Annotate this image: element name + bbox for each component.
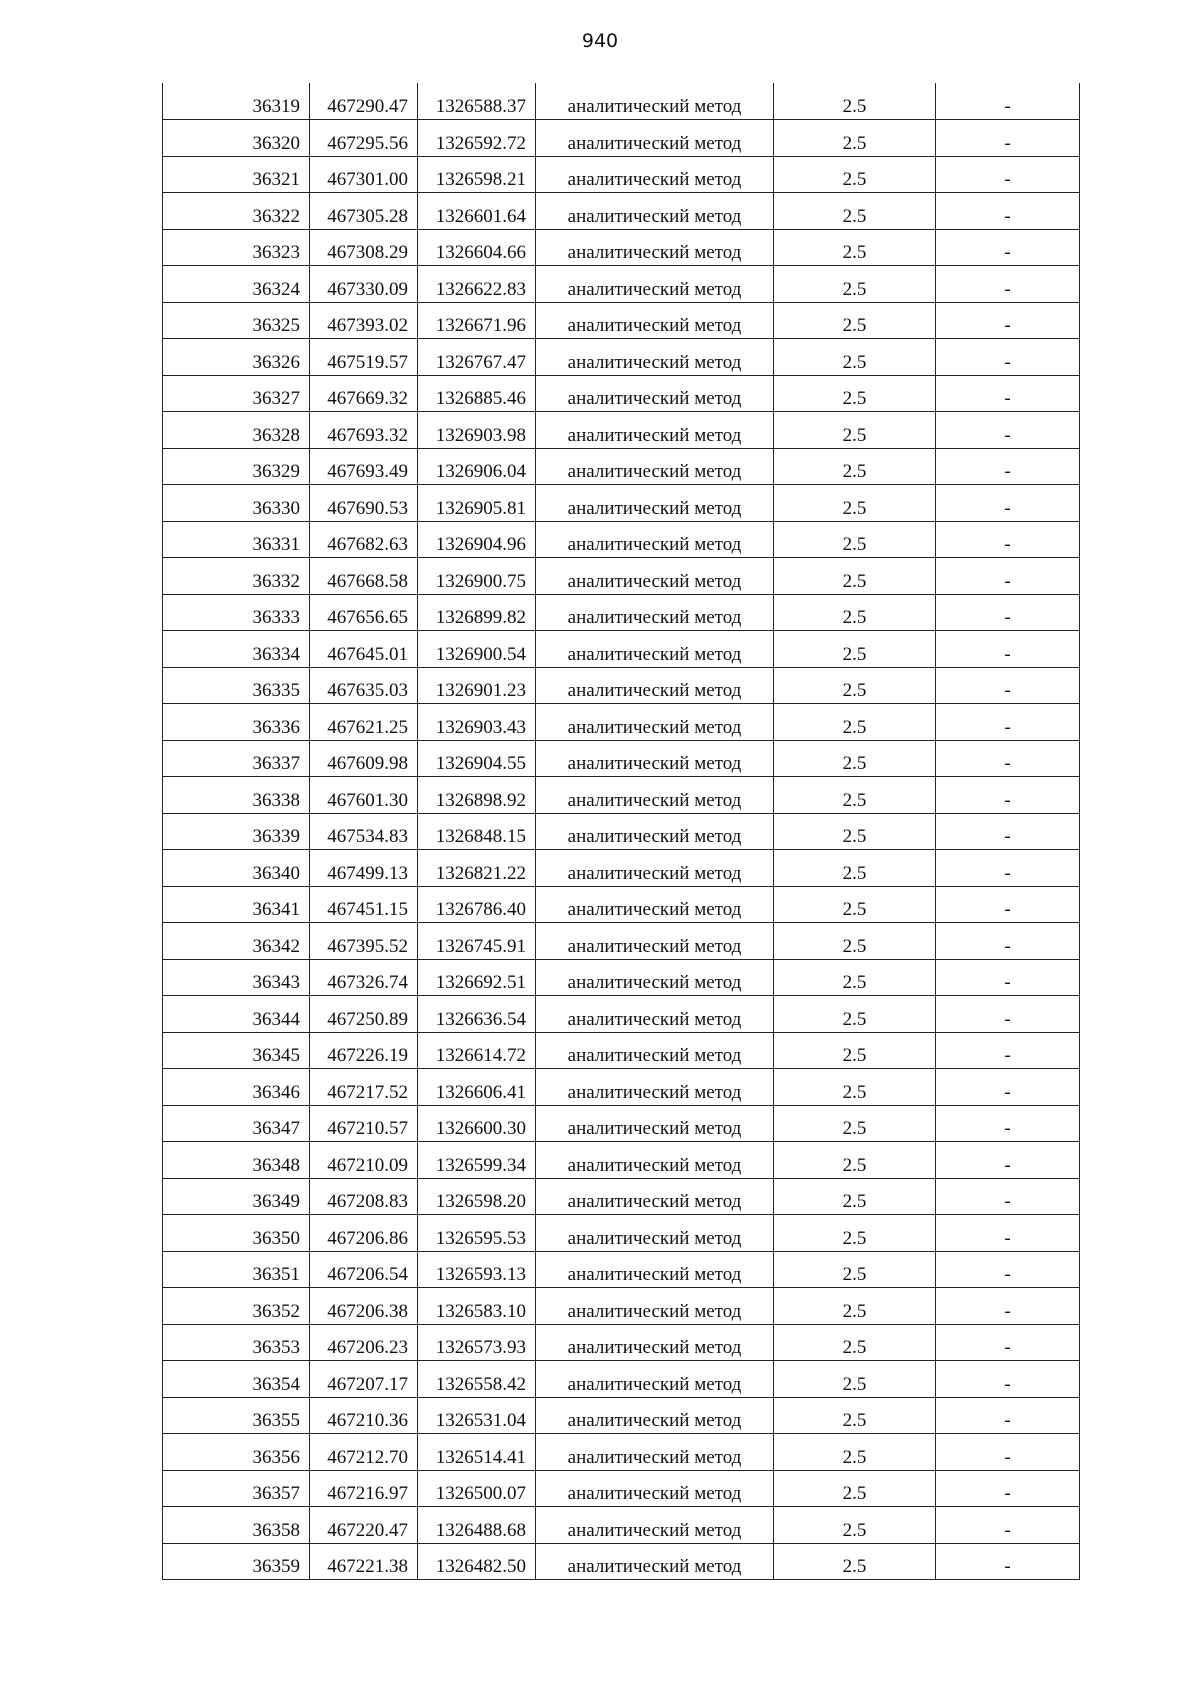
x-coordinate-cell: 467207.17 xyxy=(310,1361,418,1398)
point-number-cell: 36346 xyxy=(163,1069,310,1106)
x-coordinate-cell: 467669.32 xyxy=(310,375,418,412)
precision-cell: 2.5 xyxy=(774,1105,936,1142)
point-number-cell: 36345 xyxy=(163,1032,310,1069)
coordinates-table-body xyxy=(163,83,1080,1580)
x-coordinate-cell: 467393.02 xyxy=(310,302,418,339)
y-coordinate-cell: 1326906.04 xyxy=(418,448,536,485)
point-number-cell: 36342 xyxy=(163,923,310,960)
description-cell: - xyxy=(936,1507,1080,1544)
y-coordinate-cell: 1326903.98 xyxy=(418,412,536,449)
method-cell: аналитический метод xyxy=(536,740,774,777)
method-cell: аналитический метод xyxy=(536,521,774,558)
method-cell: аналитический метод xyxy=(536,1434,774,1471)
method-cell: аналитический метод xyxy=(536,667,774,704)
x-coordinate-cell: 467210.09 xyxy=(310,1142,418,1179)
y-coordinate-cell: 1326900.54 xyxy=(418,631,536,668)
table-row xyxy=(163,1543,1080,1580)
table-row xyxy=(163,594,1080,631)
point-number-cell: 36359 xyxy=(163,1543,310,1580)
method-cell: аналитический метод xyxy=(536,302,774,339)
point-number-cell: 36324 xyxy=(163,266,310,303)
table-row xyxy=(163,996,1080,1033)
method-cell: аналитический метод xyxy=(536,1069,774,1106)
method-cell: аналитический метод xyxy=(536,886,774,923)
description-cell: - xyxy=(936,266,1080,303)
x-coordinate-cell: 467216.97 xyxy=(310,1470,418,1507)
description-cell: - xyxy=(936,886,1080,923)
precision-cell: 2.5 xyxy=(774,777,936,814)
point-number-cell: 36350 xyxy=(163,1215,310,1252)
description-cell: - xyxy=(936,1397,1080,1434)
y-coordinate-cell: 1326488.68 xyxy=(418,1507,536,1544)
y-coordinate-cell: 1326904.55 xyxy=(418,740,536,777)
precision-cell: 2.5 xyxy=(774,83,936,120)
method-cell: аналитический метод xyxy=(536,996,774,1033)
description-cell: - xyxy=(936,1215,1080,1252)
table-row xyxy=(163,1142,1080,1179)
description-cell: - xyxy=(936,1032,1080,1069)
x-coordinate-cell: 467208.83 xyxy=(310,1178,418,1215)
method-cell: аналитический метод xyxy=(536,375,774,412)
y-coordinate-cell: 1326601.64 xyxy=(418,193,536,230)
description-cell: - xyxy=(936,448,1080,485)
description-cell: - xyxy=(936,1288,1080,1325)
point-number-cell: 36355 xyxy=(163,1397,310,1434)
precision-cell: 2.5 xyxy=(774,1434,936,1471)
method-cell: аналитический метод xyxy=(536,631,774,668)
method-cell: аналитический метод xyxy=(536,1215,774,1252)
x-coordinate-cell: 467206.23 xyxy=(310,1324,418,1361)
description-cell: - xyxy=(936,229,1080,266)
method-cell: аналитический метод xyxy=(536,1507,774,1544)
description-cell: - xyxy=(936,1178,1080,1215)
point-number-cell: 36341 xyxy=(163,886,310,923)
table-row xyxy=(163,850,1080,887)
table-row xyxy=(163,521,1080,558)
point-number-cell: 36319 xyxy=(163,83,310,120)
y-coordinate-cell: 1326592.72 xyxy=(418,120,536,157)
description-cell: - xyxy=(936,996,1080,1033)
x-coordinate-cell: 467210.57 xyxy=(310,1105,418,1142)
y-coordinate-cell: 1326636.54 xyxy=(418,996,536,1033)
table-row xyxy=(163,777,1080,814)
precision-cell: 2.5 xyxy=(774,1470,936,1507)
point-number-cell: 36351 xyxy=(163,1251,310,1288)
table-row xyxy=(163,375,1080,412)
y-coordinate-cell: 1326593.13 xyxy=(418,1251,536,1288)
precision-cell: 2.5 xyxy=(774,631,936,668)
table-row xyxy=(163,1105,1080,1142)
method-cell: аналитический метод xyxy=(536,1324,774,1361)
precision-cell: 2.5 xyxy=(774,850,936,887)
precision-cell: 2.5 xyxy=(774,996,936,1033)
description-cell: - xyxy=(936,193,1080,230)
description-cell: - xyxy=(936,813,1080,850)
description-cell: - xyxy=(936,923,1080,960)
description-cell: - xyxy=(936,485,1080,522)
precision-cell: 2.5 xyxy=(774,1543,936,1580)
point-number-cell: 36357 xyxy=(163,1470,310,1507)
x-coordinate-cell: 467226.19 xyxy=(310,1032,418,1069)
table-row xyxy=(163,631,1080,668)
y-coordinate-cell: 1326599.34 xyxy=(418,1142,536,1179)
x-coordinate-cell: 467206.54 xyxy=(310,1251,418,1288)
y-coordinate-cell: 1326573.93 xyxy=(418,1324,536,1361)
page-number: 940 xyxy=(581,30,619,52)
x-coordinate-cell: 467305.28 xyxy=(310,193,418,230)
x-coordinate-cell: 467668.58 xyxy=(310,558,418,595)
table-row xyxy=(163,1361,1080,1398)
description-cell: - xyxy=(936,302,1080,339)
point-number-cell: 36356 xyxy=(163,1434,310,1471)
point-number-cell: 36323 xyxy=(163,229,310,266)
x-coordinate-cell: 467326.74 xyxy=(310,959,418,996)
y-coordinate-cell: 1326482.50 xyxy=(418,1543,536,1580)
y-coordinate-cell: 1326821.22 xyxy=(418,850,536,887)
point-number-cell: 36330 xyxy=(163,485,310,522)
point-number-cell: 36329 xyxy=(163,448,310,485)
table-row xyxy=(163,1507,1080,1544)
method-cell: аналитический метод xyxy=(536,1178,774,1215)
point-number-cell: 36344 xyxy=(163,996,310,1033)
y-coordinate-cell: 1326901.23 xyxy=(418,667,536,704)
method-cell: аналитический метод xyxy=(536,1105,774,1142)
table-row xyxy=(163,1397,1080,1434)
x-coordinate-cell: 467308.29 xyxy=(310,229,418,266)
description-cell: - xyxy=(936,594,1080,631)
y-coordinate-cell: 1326500.07 xyxy=(418,1470,536,1507)
y-coordinate-cell: 1326885.46 xyxy=(418,375,536,412)
y-coordinate-cell: 1326588.37 xyxy=(418,83,536,120)
point-number-cell: 36325 xyxy=(163,302,310,339)
description-cell: - xyxy=(936,850,1080,887)
x-coordinate-cell: 467290.47 xyxy=(310,83,418,120)
table-row xyxy=(163,120,1080,157)
x-coordinate-cell: 467601.30 xyxy=(310,777,418,814)
x-coordinate-cell: 467519.57 xyxy=(310,339,418,376)
table-row xyxy=(163,193,1080,230)
precision-cell: 2.5 xyxy=(774,1507,936,1544)
description-cell: - xyxy=(936,959,1080,996)
x-coordinate-cell: 467295.56 xyxy=(310,120,418,157)
method-cell: аналитический метод xyxy=(536,120,774,157)
table-row xyxy=(163,229,1080,266)
x-coordinate-cell: 467221.38 xyxy=(310,1543,418,1580)
y-coordinate-cell: 1326905.81 xyxy=(418,485,536,522)
y-coordinate-cell: 1326598.21 xyxy=(418,156,536,193)
x-coordinate-cell: 467220.47 xyxy=(310,1507,418,1544)
point-number-cell: 36352 xyxy=(163,1288,310,1325)
description-cell: - xyxy=(936,521,1080,558)
table-row xyxy=(163,704,1080,741)
x-coordinate-cell: 467693.32 xyxy=(310,412,418,449)
y-coordinate-cell: 1326745.91 xyxy=(418,923,536,960)
point-number-cell: 36332 xyxy=(163,558,310,595)
precision-cell: 2.5 xyxy=(774,1069,936,1106)
method-cell: аналитический метод xyxy=(536,1397,774,1434)
precision-cell: 2.5 xyxy=(774,923,936,960)
description-cell: - xyxy=(936,120,1080,157)
precision-cell: 2.5 xyxy=(774,266,936,303)
table-row xyxy=(163,1215,1080,1252)
y-coordinate-cell: 1326583.10 xyxy=(418,1288,536,1325)
x-coordinate-cell: 467693.49 xyxy=(310,448,418,485)
method-cell: аналитический метод xyxy=(536,1470,774,1507)
y-coordinate-cell: 1326598.20 xyxy=(418,1178,536,1215)
method-cell: аналитический метод xyxy=(536,1251,774,1288)
table-row xyxy=(163,156,1080,193)
point-number-cell: 36343 xyxy=(163,959,310,996)
y-coordinate-cell: 1326786.40 xyxy=(418,886,536,923)
y-coordinate-cell: 1326614.72 xyxy=(418,1032,536,1069)
precision-cell: 2.5 xyxy=(774,339,936,376)
description-cell: - xyxy=(936,740,1080,777)
point-number-cell: 36322 xyxy=(163,193,310,230)
y-coordinate-cell: 1326900.75 xyxy=(418,558,536,595)
method-cell: аналитический метод xyxy=(536,156,774,193)
point-number-cell: 36327 xyxy=(163,375,310,412)
precision-cell: 2.5 xyxy=(774,959,936,996)
description-cell: - xyxy=(936,1361,1080,1398)
description-cell: - xyxy=(936,558,1080,595)
precision-cell: 2.5 xyxy=(774,448,936,485)
precision-cell: 2.5 xyxy=(774,886,936,923)
method-cell: аналитический метод xyxy=(536,266,774,303)
table-row xyxy=(163,83,1080,120)
table-row xyxy=(163,886,1080,923)
method-cell: аналитический метод xyxy=(536,485,774,522)
precision-cell: 2.5 xyxy=(774,1397,936,1434)
table-row xyxy=(163,1324,1080,1361)
table-row xyxy=(163,1178,1080,1215)
point-number-cell: 36347 xyxy=(163,1105,310,1142)
point-number-cell: 36358 xyxy=(163,1507,310,1544)
precision-cell: 2.5 xyxy=(774,813,936,850)
description-cell: - xyxy=(936,1105,1080,1142)
description-cell: - xyxy=(936,1543,1080,1580)
table-row xyxy=(163,1470,1080,1507)
method-cell: аналитический метод xyxy=(536,558,774,595)
y-coordinate-cell: 1326558.42 xyxy=(418,1361,536,1398)
y-coordinate-cell: 1326899.82 xyxy=(418,594,536,631)
y-coordinate-cell: 1326595.53 xyxy=(418,1215,536,1252)
x-coordinate-cell: 467499.13 xyxy=(310,850,418,887)
x-coordinate-cell: 467690.53 xyxy=(310,485,418,522)
x-coordinate-cell: 467250.89 xyxy=(310,996,418,1033)
x-coordinate-cell: 467682.63 xyxy=(310,521,418,558)
description-cell: - xyxy=(936,375,1080,412)
method-cell: аналитический метод xyxy=(536,448,774,485)
method-cell: аналитический метод xyxy=(536,959,774,996)
description-cell: - xyxy=(936,1251,1080,1288)
method-cell: аналитический метод xyxy=(536,923,774,960)
precision-cell: 2.5 xyxy=(774,1288,936,1325)
y-coordinate-cell: 1326767.47 xyxy=(418,339,536,376)
x-coordinate-cell: 467451.15 xyxy=(310,886,418,923)
precision-cell: 2.5 xyxy=(774,594,936,631)
description-cell: - xyxy=(936,1142,1080,1179)
method-cell: аналитический метод xyxy=(536,850,774,887)
y-coordinate-cell: 1326622.83 xyxy=(418,266,536,303)
point-number-cell: 36354 xyxy=(163,1361,310,1398)
method-cell: аналитический метод xyxy=(536,1142,774,1179)
x-coordinate-cell: 467210.36 xyxy=(310,1397,418,1434)
table-row xyxy=(163,667,1080,704)
point-number-cell: 36335 xyxy=(163,667,310,704)
point-number-cell: 36326 xyxy=(163,339,310,376)
precision-cell: 2.5 xyxy=(774,1178,936,1215)
precision-cell: 2.5 xyxy=(774,1032,936,1069)
precision-cell: 2.5 xyxy=(774,485,936,522)
point-number-cell: 36321 xyxy=(163,156,310,193)
x-coordinate-cell: 467621.25 xyxy=(310,704,418,741)
x-coordinate-cell: 467645.01 xyxy=(310,631,418,668)
point-number-cell: 36340 xyxy=(163,850,310,887)
x-coordinate-cell: 467330.09 xyxy=(310,266,418,303)
table-row xyxy=(163,1288,1080,1325)
method-cell: аналитический метод xyxy=(536,704,774,741)
point-number-cell: 36349 xyxy=(163,1178,310,1215)
precision-cell: 2.5 xyxy=(774,667,936,704)
method-cell: аналитический метод xyxy=(536,83,774,120)
precision-cell: 2.5 xyxy=(774,156,936,193)
method-cell: аналитический метод xyxy=(536,1288,774,1325)
table-row xyxy=(163,266,1080,303)
x-coordinate-cell: 467534.83 xyxy=(310,813,418,850)
table-row xyxy=(163,302,1080,339)
table-row xyxy=(163,959,1080,996)
table-row xyxy=(163,1251,1080,1288)
y-coordinate-cell: 1326671.96 xyxy=(418,302,536,339)
precision-cell: 2.5 xyxy=(774,1215,936,1252)
description-cell: - xyxy=(936,1434,1080,1471)
y-coordinate-cell: 1326898.92 xyxy=(418,777,536,814)
method-cell: аналитический метод xyxy=(536,777,774,814)
method-cell: аналитический метод xyxy=(536,229,774,266)
precision-cell: 2.5 xyxy=(774,229,936,266)
point-number-cell: 36353 xyxy=(163,1324,310,1361)
description-cell: - xyxy=(936,1069,1080,1106)
precision-cell: 2.5 xyxy=(774,193,936,230)
y-coordinate-cell: 1326531.04 xyxy=(418,1397,536,1434)
y-coordinate-cell: 1326903.43 xyxy=(418,704,536,741)
method-cell: аналитический метод xyxy=(536,193,774,230)
method-cell: аналитический метод xyxy=(536,813,774,850)
table-row xyxy=(163,448,1080,485)
point-number-cell: 36339 xyxy=(163,813,310,850)
description-cell: - xyxy=(936,339,1080,376)
table-row xyxy=(163,740,1080,777)
precision-cell: 2.5 xyxy=(774,1361,936,1398)
table-row xyxy=(163,1069,1080,1106)
point-number-cell: 36334 xyxy=(163,631,310,668)
x-coordinate-cell: 467301.00 xyxy=(310,156,418,193)
y-coordinate-cell: 1326692.51 xyxy=(418,959,536,996)
table-row xyxy=(163,813,1080,850)
table-row xyxy=(163,339,1080,376)
description-cell: - xyxy=(936,1324,1080,1361)
method-cell: аналитический метод xyxy=(536,1543,774,1580)
table-row xyxy=(163,1032,1080,1069)
precision-cell: 2.5 xyxy=(774,1142,936,1179)
y-coordinate-cell: 1326848.15 xyxy=(418,813,536,850)
table-row xyxy=(163,1434,1080,1471)
point-number-cell: 36333 xyxy=(163,594,310,631)
table-row xyxy=(163,412,1080,449)
precision-cell: 2.5 xyxy=(774,704,936,741)
precision-cell: 2.5 xyxy=(774,302,936,339)
x-coordinate-cell: 467656.65 xyxy=(310,594,418,631)
table-row xyxy=(163,485,1080,522)
x-coordinate-cell: 467206.86 xyxy=(310,1215,418,1252)
method-cell: аналитический метод xyxy=(536,594,774,631)
point-number-cell: 36348 xyxy=(163,1142,310,1179)
y-coordinate-cell: 1326514.41 xyxy=(418,1434,536,1471)
description-cell: - xyxy=(936,83,1080,120)
y-coordinate-cell: 1326600.30 xyxy=(418,1105,536,1142)
precision-cell: 2.5 xyxy=(774,412,936,449)
method-cell: аналитический метод xyxy=(536,339,774,376)
y-coordinate-cell: 1326904.96 xyxy=(418,521,536,558)
method-cell: аналитический метод xyxy=(536,1361,774,1398)
precision-cell: 2.5 xyxy=(774,1251,936,1288)
method-cell: аналитический метод xyxy=(536,1032,774,1069)
x-coordinate-cell: 467609.98 xyxy=(310,740,418,777)
point-number-cell: 36336 xyxy=(163,704,310,741)
table-row xyxy=(163,923,1080,960)
x-coordinate-cell: 467217.52 xyxy=(310,1069,418,1106)
point-number-cell: 36338 xyxy=(163,777,310,814)
y-coordinate-cell: 1326604.66 xyxy=(418,229,536,266)
precision-cell: 2.5 xyxy=(774,120,936,157)
table-row xyxy=(163,558,1080,595)
description-cell: - xyxy=(936,667,1080,704)
point-number-cell: 36331 xyxy=(163,521,310,558)
precision-cell: 2.5 xyxy=(774,1324,936,1361)
x-coordinate-cell: 467206.38 xyxy=(310,1288,418,1325)
description-cell: - xyxy=(936,412,1080,449)
precision-cell: 2.5 xyxy=(774,740,936,777)
y-coordinate-cell: 1326606.41 xyxy=(418,1069,536,1106)
point-number-cell: 36337 xyxy=(163,740,310,777)
description-cell: - xyxy=(936,777,1080,814)
point-number-cell: 36328 xyxy=(163,412,310,449)
x-coordinate-cell: 467212.70 xyxy=(310,1434,418,1471)
coordinates-table xyxy=(162,83,1080,1580)
x-coordinate-cell: 467635.03 xyxy=(310,667,418,704)
description-cell: - xyxy=(936,156,1080,193)
precision-cell: 2.5 xyxy=(774,521,936,558)
precision-cell: 2.5 xyxy=(774,558,936,595)
point-number-cell: 36320 xyxy=(163,120,310,157)
description-cell: - xyxy=(936,1470,1080,1507)
method-cell: аналитический метод xyxy=(536,412,774,449)
x-coordinate-cell: 467395.52 xyxy=(310,923,418,960)
description-cell: - xyxy=(936,704,1080,741)
description-cell: - xyxy=(936,631,1080,668)
precision-cell: 2.5 xyxy=(774,375,936,412)
